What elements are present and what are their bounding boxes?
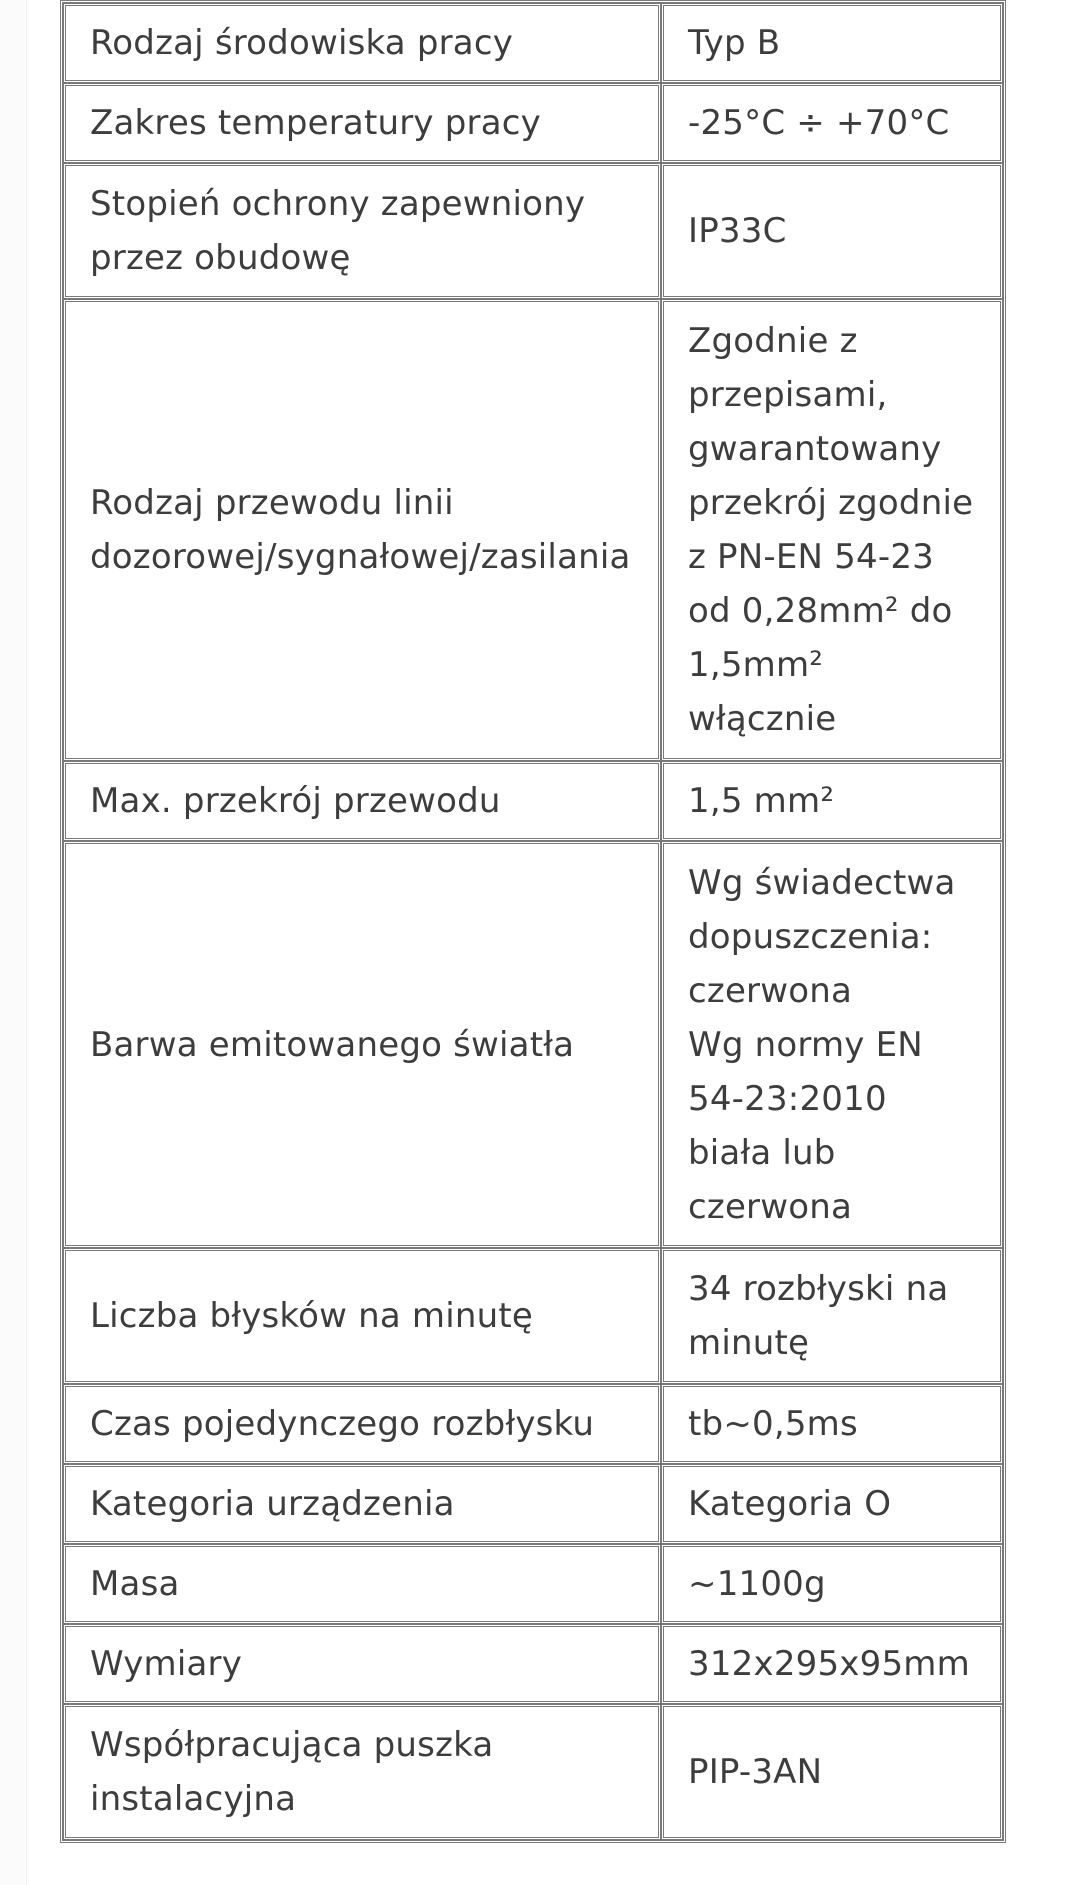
spec-label: Rodzaj przewodu linii dozorowej/sygnałowej/zasilania: [63, 299, 661, 761]
spec-value: ~1100g: [661, 1544, 1003, 1624]
spec-label: Wymiary: [63, 1624, 661, 1704]
spec-value: PIP-3AN: [661, 1704, 1003, 1840]
spec-label: Stopień ochrony zapewniony przez obudowę: [63, 163, 661, 299]
spec-value: IP33C: [661, 163, 1003, 299]
table-row: [63, 1248, 1003, 1384]
table-row: [63, 1384, 1003, 1464]
spec-label: Współpracująca puszka instalacyjna: [63, 1704, 661, 1840]
table-row: [63, 3, 1003, 83]
spec-value: Zgodnie z przepisami, gwarantowany przekrój zgodnie z PN-EN 54-23 od 0,28mm² do 1,5mm² włącznie: [661, 299, 1003, 761]
spec-value: 312x295x95mm: [661, 1624, 1003, 1704]
table-row: [63, 1464, 1003, 1544]
spec-value: Kategoria O: [661, 1464, 1003, 1544]
spec-value: tb~0,5ms: [661, 1384, 1003, 1464]
spec-value: 34 rozbłyski na minutę: [661, 1248, 1003, 1384]
table-row: [63, 83, 1003, 163]
spec-value: -25°C ÷ +70°C: [661, 83, 1003, 163]
spec-value: Wg świadectwa dopuszczenia: czerwona Wg normy EN 54-23:2010 biała lub czerwona: [661, 841, 1003, 1248]
spec-value: 1,5 mm²: [661, 761, 1003, 841]
spec-label: Barwa emitowanego światła: [63, 841, 661, 1248]
table-row: [63, 1624, 1003, 1704]
table-row: [63, 299, 1003, 761]
table-row: [63, 163, 1003, 299]
spec-label: Zakres temperatury pracy: [63, 83, 661, 163]
spec-label: Kategoria urządzenia: [63, 1464, 661, 1544]
table-row: [63, 841, 1003, 1248]
specifications-table: [60, 0, 1006, 1843]
spec-value: Typ B: [661, 3, 1003, 83]
spec-label: Max. przekrój przewodu: [63, 761, 661, 841]
table-row: [63, 1704, 1003, 1840]
spec-label: Liczba błysków na minutę: [63, 1248, 661, 1384]
spec-label: Czas pojedynczego rozbłysku: [63, 1384, 661, 1464]
spec-label: Rodzaj środowiska pracy: [63, 3, 661, 83]
page-left-margin: [0, 0, 27, 1885]
spec-label: Masa: [63, 1544, 661, 1624]
table-row: [63, 1544, 1003, 1624]
table-row: [63, 761, 1003, 841]
